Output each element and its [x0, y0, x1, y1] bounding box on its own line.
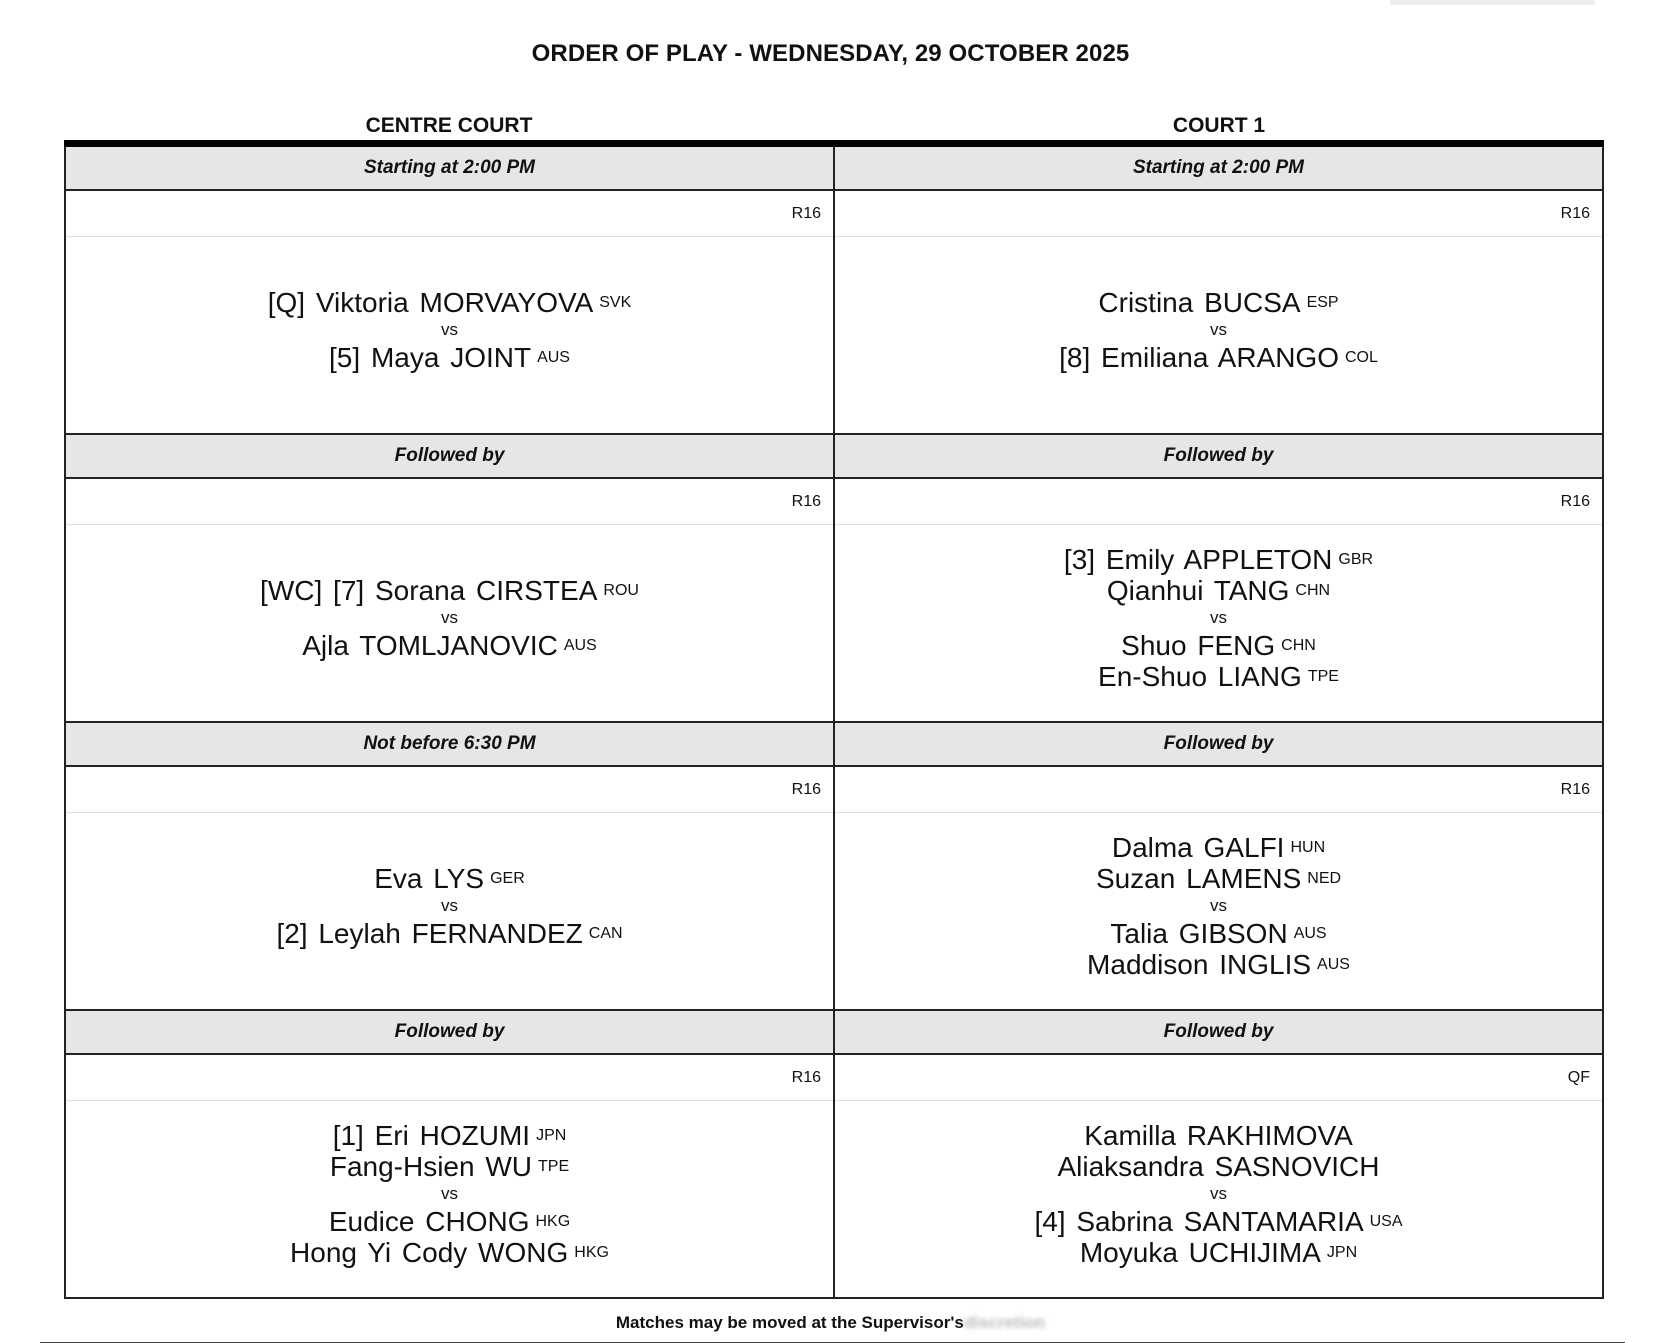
- match-cell-right: [834, 525, 1604, 723]
- player-country: SVK: [599, 294, 632, 311]
- player-seed: [5]: [329, 342, 361, 373]
- player-last-name: GALFI: [1203, 832, 1285, 863]
- player-seed: [8]: [1059, 342, 1091, 373]
- round-cell-left: [64, 479, 834, 525]
- player-seed: [Q]: [267, 287, 306, 318]
- slot-cell-right: [834, 147, 1604, 191]
- slot-row: [64, 147, 1604, 191]
- slot-time-header: Followed by: [66, 435, 833, 479]
- slot-cell-right: [834, 435, 1604, 479]
- player-last-name: UCHIJIMA: [1188, 1237, 1321, 1268]
- match: [66, 525, 833, 723]
- match-row: [64, 525, 1604, 723]
- slot-cell-right: [834, 723, 1604, 767]
- player-line: [268, 287, 632, 318]
- match: [66, 813, 833, 1011]
- slot-row: [64, 1011, 1604, 1055]
- player-line: [302, 630, 597, 661]
- player-country: HKG: [535, 1213, 571, 1230]
- player-last-name: LAMENS: [1186, 863, 1302, 894]
- player-first-name: Eudice: [328, 1206, 415, 1237]
- match-cell-right: [834, 813, 1604, 1011]
- player-last-name: SASNOVICH: [1214, 1151, 1380, 1182]
- player-last-name: WU: [485, 1151, 533, 1182]
- vs-label: vs: [441, 896, 458, 915]
- slot-time-header: Followed by: [835, 1011, 1602, 1055]
- player-first-name: En-Shuo: [1098, 661, 1208, 692]
- player-first-name: Emily: [1105, 544, 1175, 575]
- player-line: [330, 1151, 569, 1182]
- match-cell-left: [64, 1101, 834, 1299]
- player-first-name: Viktoria: [315, 287, 409, 318]
- round-cell-left: [64, 191, 834, 237]
- round-label: R16: [835, 191, 1602, 237]
- round-row-pair: [64, 767, 1604, 813]
- player-line: [1098, 661, 1339, 692]
- slot-time-header: Followed by: [835, 435, 1602, 479]
- player-last-name: LYS: [433, 863, 485, 894]
- round-label: QF: [835, 1055, 1602, 1101]
- player-line: [1112, 832, 1325, 863]
- player-last-name: TOMLJANOVIC: [359, 630, 558, 661]
- player-line: [374, 863, 525, 894]
- round-label: R16: [835, 479, 1602, 525]
- player-first-name: Moyuka: [1079, 1237, 1178, 1268]
- order-of-play-grid: [64, 140, 1604, 1299]
- player-country: GER: [490, 870, 525, 887]
- player-line: [1059, 342, 1378, 373]
- player-last-name: LIANG: [1217, 661, 1302, 692]
- player-first-name: Eri: [374, 1120, 409, 1151]
- player-country: JPN: [1326, 1244, 1358, 1261]
- player-last-name: MORVAYOVA: [419, 287, 594, 318]
- player-first-name: Cristina: [1098, 287, 1194, 318]
- player-first-name: Eva: [374, 863, 423, 894]
- player-line: [1064, 544, 1373, 575]
- player-country: NED: [1307, 870, 1342, 887]
- round-label: R16: [66, 1055, 833, 1101]
- player-first-name: Qianhui: [1106, 575, 1204, 606]
- match-row: [64, 237, 1604, 435]
- footer-text: Matches may be moved at the Supervisor's: [615, 1313, 964, 1332]
- slot-cell-right: [834, 1011, 1604, 1055]
- player-last-name: TANG: [1213, 575, 1290, 606]
- match: [835, 813, 1602, 1011]
- match-cell-left: [64, 237, 834, 435]
- round-cell-left: [64, 767, 834, 813]
- vs-label: vs: [1210, 896, 1227, 915]
- round-label: R16: [835, 767, 1602, 813]
- slot-time-header: Starting at 2:00 PM: [66, 147, 833, 191]
- player-country: COL: [1345, 349, 1378, 366]
- player-country: TPE: [538, 1158, 570, 1175]
- player-first-name: Kamilla: [1084, 1120, 1177, 1151]
- player-last-name: HOZUMI: [419, 1120, 531, 1151]
- vs-label: vs: [1210, 1184, 1227, 1203]
- player-first-name: Sorana: [374, 575, 466, 606]
- player-line: [1034, 1206, 1402, 1237]
- player-country: CHN: [1295, 582, 1331, 599]
- player-first-name: Suzan: [1095, 863, 1176, 894]
- match-row: [64, 813, 1604, 1011]
- player-last-name: GIBSON: [1178, 918, 1288, 949]
- player-first-name: Fang-Hsien: [329, 1151, 475, 1182]
- player-line: [260, 575, 639, 606]
- vs-label: vs: [441, 608, 458, 627]
- match: [835, 237, 1602, 435]
- player-first-name: Shuo: [1121, 630, 1187, 661]
- court-header-left: CENTRE COURT: [365, 114, 533, 137]
- player-country: AUS: [1293, 925, 1327, 942]
- player-line: [1057, 1151, 1379, 1182]
- player-seed: [WC] [7]: [260, 575, 365, 606]
- round-cell-left: [64, 1055, 834, 1101]
- player-first-name: Emiliana: [1101, 342, 1209, 373]
- match-cell-left: [64, 813, 834, 1011]
- player-line: [1087, 949, 1350, 980]
- player-country: AUS: [537, 349, 570, 366]
- player-first-name: Sabrina: [1076, 1206, 1173, 1237]
- slot-time-header: Followed by: [835, 723, 1602, 767]
- match-row: [64, 1101, 1604, 1299]
- player-line: [1098, 287, 1338, 318]
- player-last-name: ARANGO: [1217, 342, 1339, 373]
- footer-note: [0, 1313, 1661, 1333]
- slot-cell-left: [64, 723, 834, 767]
- player-first-name: Ajla: [302, 630, 349, 661]
- player-last-name: CIRSTEA: [476, 575, 598, 606]
- player-first-name: Talia: [1110, 918, 1168, 949]
- vs-label: vs: [1210, 608, 1227, 627]
- player-seed: [4]: [1034, 1206, 1066, 1237]
- player-first-name: Aliaksandra: [1057, 1151, 1204, 1182]
- player-last-name: BUCSA: [1204, 287, 1301, 318]
- player-country: HKG: [574, 1244, 609, 1261]
- player-country: ESP: [1306, 294, 1339, 311]
- slot-cell-left: [64, 1011, 834, 1055]
- player-last-name: WONG: [478, 1237, 569, 1268]
- player-country: USA: [1369, 1213, 1403, 1230]
- slot-time-header: Starting at 2:00 PM: [835, 147, 1602, 191]
- player-last-name: CHONG: [425, 1206, 530, 1237]
- player-first-name: Maddison: [1087, 949, 1209, 980]
- player-seed: [2]: [276, 918, 308, 949]
- player-line: [1107, 575, 1330, 606]
- round-label: R16: [66, 191, 833, 237]
- slot-time-header: Not before 6:30 PM: [66, 723, 833, 767]
- player-country: TPE: [1307, 668, 1339, 685]
- player-line: [1084, 1120, 1353, 1151]
- player-last-name: SANTAMARIA: [1183, 1206, 1364, 1237]
- player-country: JPN: [536, 1127, 567, 1144]
- slot-row: [64, 723, 1604, 767]
- player-country: AUS: [563, 637, 597, 654]
- player-line: [276, 918, 622, 949]
- slot-cell-left: [64, 435, 834, 479]
- player-country: CAN: [588, 925, 623, 942]
- slot-cell-left: [64, 147, 834, 191]
- scan-mark: [1390, 0, 1595, 5]
- player-line: [329, 342, 570, 373]
- round-label: R16: [66, 767, 833, 813]
- round-cell-right: [834, 1055, 1604, 1101]
- footer-obscured-text: discretion: [963, 1313, 1046, 1332]
- round-row-pair: [64, 479, 1604, 525]
- page-title: ORDER OF PLAY - WEDNESDAY, 29 OCTOBER 2025: [531, 40, 1130, 67]
- player-seed: [3]: [1063, 544, 1096, 575]
- round-row-pair: [64, 1055, 1604, 1101]
- player-line: [1121, 630, 1316, 661]
- match: [835, 1101, 1602, 1299]
- player-line: [329, 1206, 570, 1237]
- player-country: CHN: [1281, 637, 1316, 654]
- vs-label: vs: [441, 1184, 458, 1203]
- vs-label: vs: [1210, 320, 1227, 339]
- round-row-pair: [64, 191, 1604, 237]
- player-country: GBR: [1338, 551, 1374, 568]
- round-cell-right: [834, 767, 1604, 813]
- player-country: ROU: [603, 582, 639, 599]
- player-last-name: FERNANDEZ: [411, 918, 583, 949]
- player-line: [1080, 1237, 1357, 1268]
- match-cell-right: [834, 237, 1604, 435]
- match: [66, 237, 833, 435]
- round-label: R16: [66, 479, 833, 525]
- round-cell-right: [834, 191, 1604, 237]
- player-last-name: APPLETON: [1183, 544, 1333, 575]
- player-last-name: JOINT: [450, 342, 532, 373]
- player-first-name: Dalma: [1111, 832, 1193, 863]
- court-header-right: COURT 1: [1172, 114, 1266, 137]
- player-first-name: Maya: [370, 342, 440, 373]
- match: [66, 1101, 833, 1299]
- player-seed: [1]: [332, 1120, 364, 1151]
- slot-row: [64, 435, 1604, 479]
- player-line: [1110, 918, 1326, 949]
- player-line: [290, 1237, 609, 1268]
- player-last-name: FENG: [1197, 630, 1276, 661]
- player-first-name: Leylah: [318, 918, 401, 949]
- slot-time-header: Followed by: [66, 1011, 833, 1055]
- match: [835, 525, 1602, 723]
- match-cell-left: [64, 525, 834, 723]
- player-first-name: Hong Yi Cody: [290, 1237, 468, 1268]
- player-line: [333, 1120, 567, 1151]
- vs-label: vs: [441, 320, 458, 339]
- court-headers: [64, 114, 1604, 138]
- player-line: [1096, 863, 1341, 894]
- round-cell-right: [834, 479, 1604, 525]
- player-country: AUS: [1317, 956, 1350, 973]
- player-country: HUN: [1290, 839, 1326, 856]
- match-cell-right: [834, 1101, 1604, 1299]
- player-last-name: INGLIS: [1219, 949, 1312, 980]
- player-last-name: RAKHIMOVA: [1186, 1120, 1353, 1151]
